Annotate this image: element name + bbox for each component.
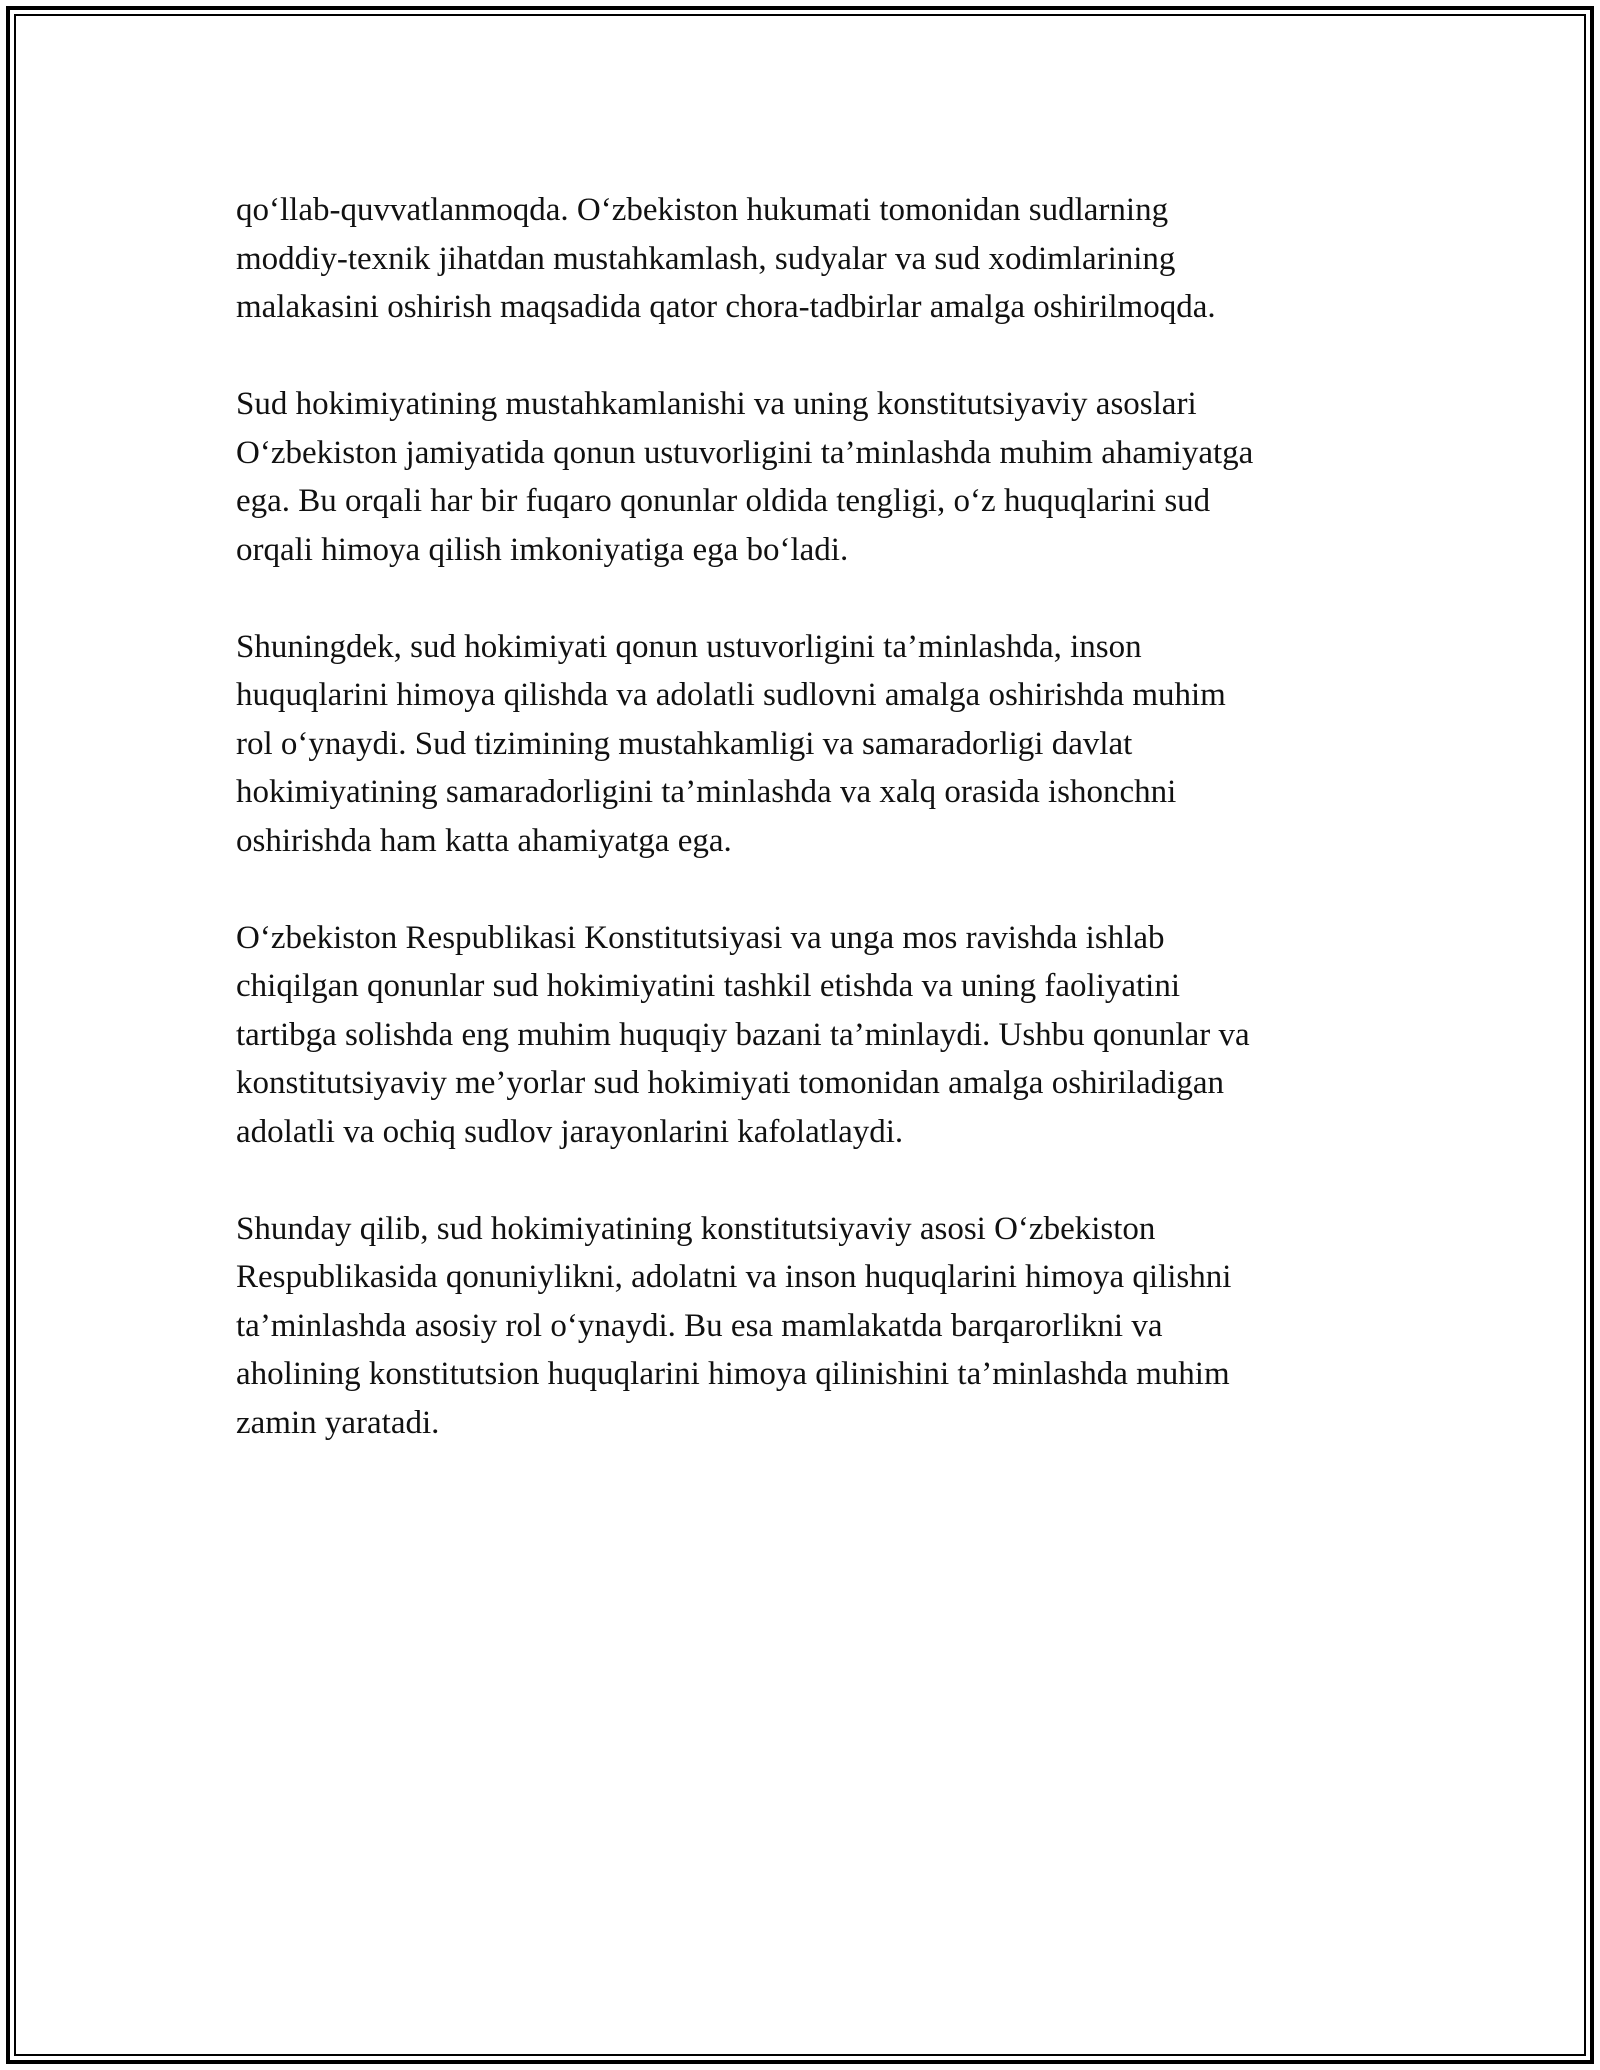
paragraph-3: Shuningdek, sud hokimiyati qonun ustuvorligini ta’minlashda, inson huquqlarini himoya qilishda va adolatli sudlovni amalga oshirishda muhim rol o‘ynaydi. Sud tizimining mustahkamligi va samaradorligi davlat hokimiyatining samaradorligini ta’minlashda va xalq orasida ishonchni oshirishda ham katta ahamiyatga ega. xyxy=(236,628,1226,859)
paragraph-2: Sud hokimiyatining mustahkamlanishi va uning konstitutsiyaviy asoslari O‘zbekiston jamiyatida qonun ustuvorligini ta’minlashda muhim ahamiyatga ega. Bu orqali har bir fuqaro qonunlar oldida tengligi, o‘z huquqlarini sud orqali himoya qilish imkoniyatiga ega bo‘ladi. xyxy=(236,386,1254,568)
paragraph-1: qo‘llab-quvvatlanmoqda. O‘zbekiston hukumati tomonidan sudlarning moddiy-texnik jihatdan mustahkamlash, sudyalar va sud xodimlarining malakasini oshirish maqsadida qator chora-tadbirlar amalga oshirilmoqda. xyxy=(236,192,1216,325)
paragraph-4: O‘zbekiston Respublikasi Konstitutsiyasi va unga mos ravishda ishlab chiqilgan qonunlar sud hokimiyatini tashkil etishda va uning faoliyatini tartibga solishda eng muhim huquqiy bazani ta’minlaydi. Ushbu qonunlar va konstitutsiyaviy me’yorlar sud hokimiyati tomonidan amalga oshiriladigan adolatli va ochiq sudlov jarayonlarini kafolatlaydi. xyxy=(236,919,1250,1150)
paragraph-5: Shunday qilib, sud hokimiyatining konstitutsiyaviy asosi O‘zbekiston Respublikasida qonuniylikni, adolatni va inson huquqlarini himoya qilishni ta’minlashda asosiy rol o‘ynaydi. Bu esa mamlakatda barqarorlikni va aholining konstitutsion huquqlarini himoya qilinishini ta’minlashda muhim zamin yaratadi. xyxy=(236,1210,1232,1441)
document-body xyxy=(236,186,1386,1496)
